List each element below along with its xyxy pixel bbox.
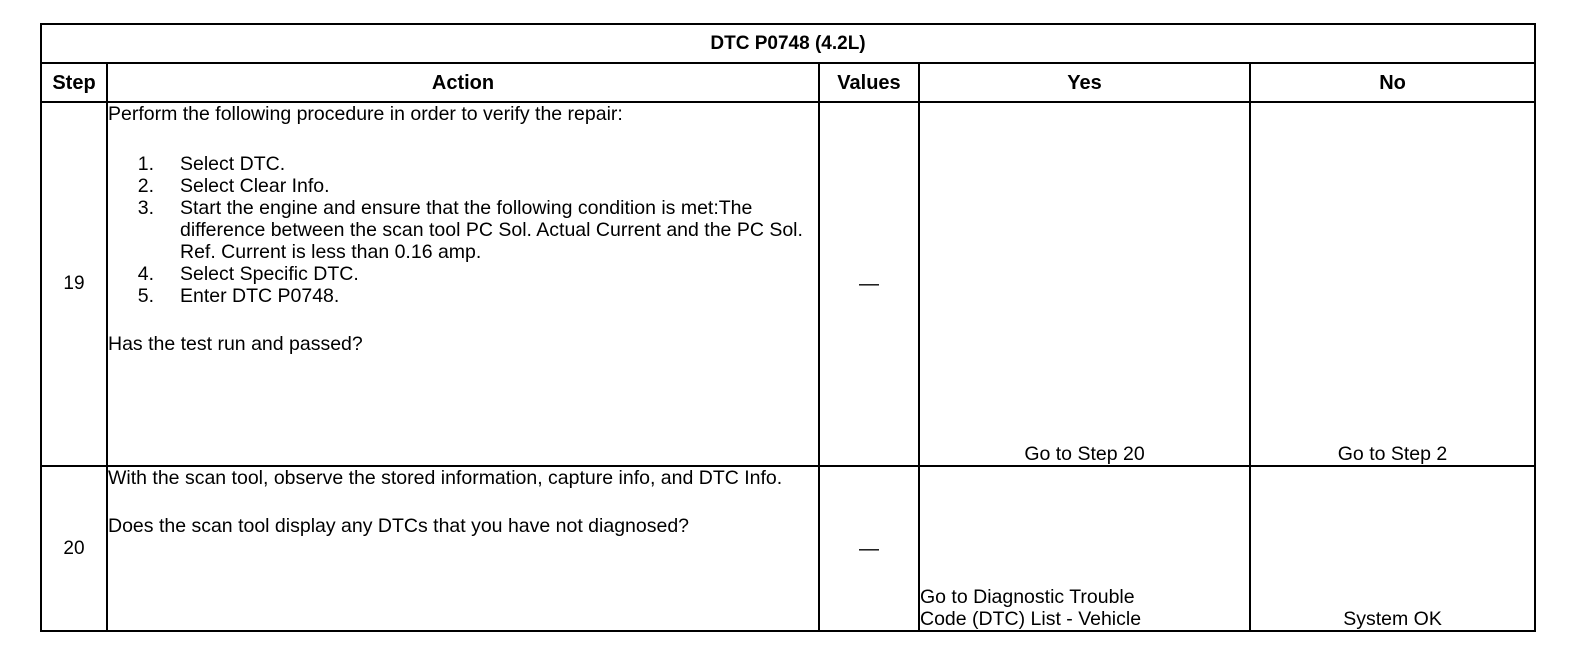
action-intro: Perform the following procedure in order to verify the repair: xyxy=(108,103,623,125)
yes-result: Go to Step 20 xyxy=(919,102,1250,466)
action-question: Does the scan tool display any DTCs that you have not diagnosed? xyxy=(108,515,690,537)
list-item-text: Select Clear Info. xyxy=(180,175,330,197)
list-item xyxy=(108,263,818,285)
header-values: Values xyxy=(819,63,919,102)
table-header-row xyxy=(41,63,1535,102)
yes-result-line: Code (DTC) List - Vehicle xyxy=(920,608,1142,630)
no-result: System OK xyxy=(1250,466,1535,631)
spacer xyxy=(108,489,818,515)
list-item-number: 5. xyxy=(137,285,154,307)
list-item-text: Select Specific DTC. xyxy=(180,263,359,285)
action-cell xyxy=(107,466,819,631)
no-result: Go to Step 2 xyxy=(1250,102,1535,466)
list-item-number: 3. xyxy=(137,197,154,219)
action-cell xyxy=(107,102,819,466)
table-title: DTC P0748 (4.2L) xyxy=(41,24,1535,63)
table-row xyxy=(41,102,1535,466)
list-item-number: 2. xyxy=(137,175,154,197)
list-item-number: 4. xyxy=(137,263,154,285)
action-intro: With the scan tool, observe the stored information, capture info, and DTC Info. xyxy=(108,467,783,489)
table-row xyxy=(41,466,1535,631)
values-cell: — xyxy=(819,466,919,631)
header-step: Step xyxy=(41,63,107,102)
step-number: 20 xyxy=(41,466,107,631)
yes-result-line: Go to Diagnostic Trouble xyxy=(920,586,1135,608)
list-item-text: Select DTC. xyxy=(180,153,286,175)
list-item xyxy=(108,175,818,197)
list-item-number: 1. xyxy=(137,153,154,175)
list-item-text: Enter DTC P0748. xyxy=(180,285,340,307)
yes-result xyxy=(919,466,1250,631)
header-action: Action xyxy=(107,63,819,102)
list-item-text: Start the engine and ensure that the following condition is met:The difference between the scan tool PC Sol. Actual Current and the PC Sol. Ref. Current is less than 0.16 amp. xyxy=(180,197,803,263)
header-no: No xyxy=(1250,63,1535,102)
action-question: Has the test run and passed? xyxy=(108,333,363,355)
table-title-row xyxy=(41,24,1535,63)
list-item xyxy=(108,285,818,307)
list-item xyxy=(108,197,818,263)
values-cell: — xyxy=(819,102,919,466)
step-number: 19 xyxy=(41,102,107,466)
header-yes: Yes xyxy=(919,63,1250,102)
dtc-table xyxy=(40,23,1536,632)
procedure-list xyxy=(108,153,818,307)
list-item xyxy=(108,153,818,175)
